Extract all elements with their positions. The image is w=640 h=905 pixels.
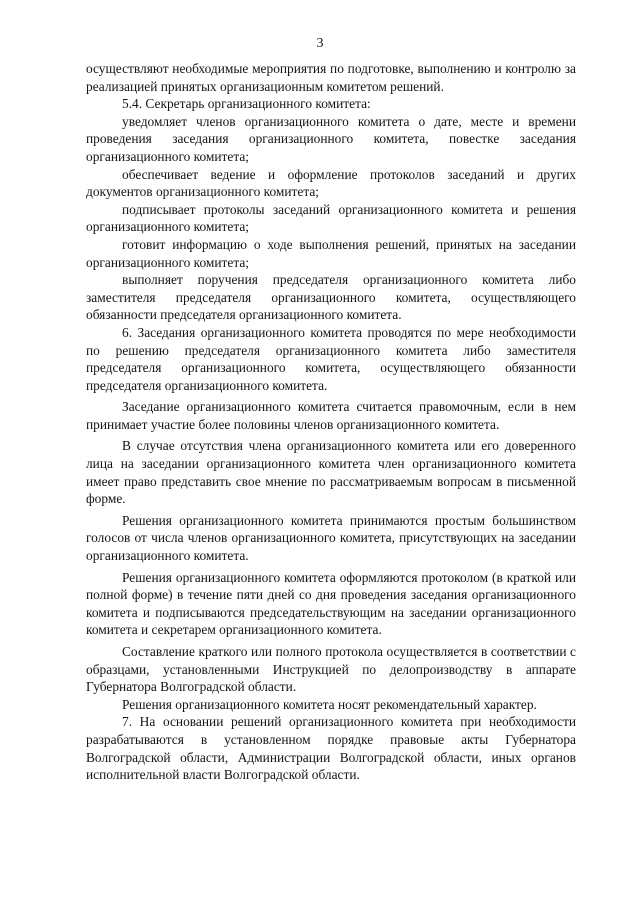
paragraph-quorum: Заседание организационного комитета считается правомочным, если в нем принимает участие более половины членов организационного комитета. bbox=[86, 399, 576, 432]
duty-prepare-info: готовит информацию о ходе выполнения решений, принятых на заседании организационного комитета; bbox=[86, 236, 576, 270]
document-body bbox=[86, 60, 576, 784]
section-heading-5-4: 5.4. Секретарь организационного комитета: bbox=[122, 96, 371, 112]
section-7-legal-acts: 7. На основании решений организационного комитета при необходимости разрабатываются в установленном порядке правовые акты Губернатора Волгоградской области, Администрации Волгоградской области, иных органов исполнительной власти Волгоградской области. bbox=[86, 714, 576, 783]
paragraph-protocol-drafting: Составление краткого или полного протокола осуществляется в соответствии с образцами, установленными Инструкцией по делопроизводству в аппарате Губернатора Волгоградской области. bbox=[86, 644, 576, 695]
duty-protocols: обеспечивает ведение и оформление протоколов заседаний и других документов организационного комитета; bbox=[86, 166, 576, 200]
section-6-meetings: 6. Заседания организационного комитета проводятся по мере необходимости по решению председателя организационного комитета либо заместителя председателя организационного комитета, осуществляющего обязанности председателя организационного комитета. bbox=[86, 324, 576, 393]
duty-notify-members: уведомляет членов организационного комитета о дате, месте и времени проведения заседания организационного комитета, повестке заседания организационного комитета; bbox=[86, 113, 576, 164]
paragraph-absence: В случае отсутствия члена организационного комитета или его доверенного лица на заседании организационного комитета член организационного комитета имеет право представить свое мнение по рассматриваемым вопросам в письменной форме. bbox=[86, 438, 576, 507]
page-number: 3 bbox=[316, 36, 324, 51]
paragraph-majority: Решения организационного комитета принимаются простым большинством голосов от числа членов организационного комитета, присутствующих на заседании организационного комитета. bbox=[86, 512, 576, 564]
duty-execute-orders: выполняет поручения председателя организационного комитета либо заместителя председателя организационного комитета, осуществляющего обязанности председателя организационного комитета. bbox=[86, 272, 576, 323]
paragraph-protocol-form: Решения организационного комитета оформляются протоколом (в краткой или полной форме) в течение пяти дней со дня проведения заседания организационного комитета и подписываются председательствующим на заседании организационного комитета и секретарем организационного комитета. bbox=[86, 569, 576, 638]
duty-sign-protocols: подписывает протоколы заседаний организационного комитета и решения организационного комитета; bbox=[86, 201, 576, 235]
paragraph-continuation: осуществляют необходимые мероприятия по подготовке, выполнению и контролю за реализацией принятых организационным комитетом решений. bbox=[86, 61, 576, 94]
paragraph-advisory: Решения организационного комитета носят рекомендательный характер. bbox=[122, 696, 537, 712]
